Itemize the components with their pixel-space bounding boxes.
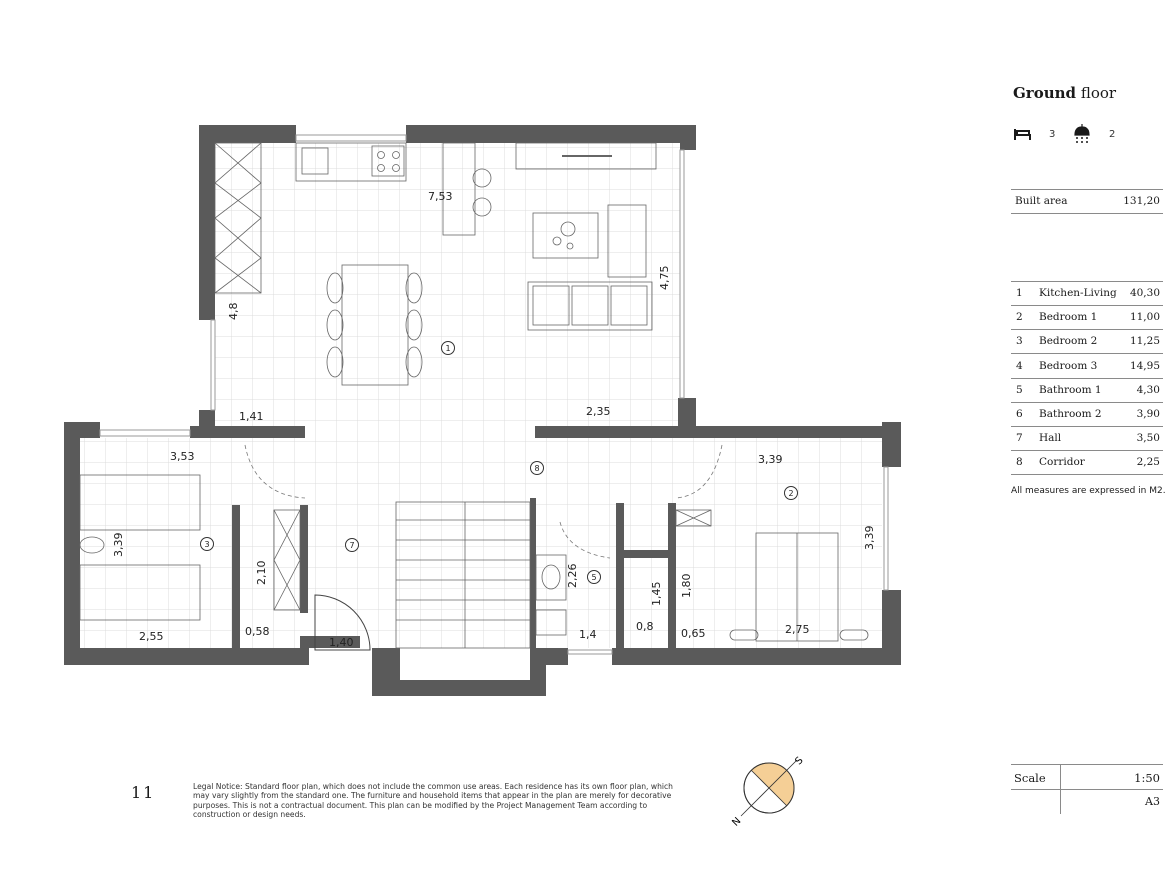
bedroom-count: 3 [1049,129,1056,140]
dim-label: 1,80 [680,573,693,598]
svg-text:2: 2 [788,489,794,498]
room-area: 11,00 [1129,311,1160,324]
room-number: 1 [1016,287,1023,299]
built-area-label: Built area [1015,195,1068,207]
room-marker-3 [201,538,214,551]
dim-label: 4,75 [658,265,671,290]
room-number: 2 [1016,311,1023,324]
room-row [1011,360,1163,378]
room-row [1011,456,1163,474]
dim-label: 3,39 [112,532,125,557]
room-area: 3,50 [1136,432,1160,445]
divider [1011,305,1163,306]
legal-notice: Legal Notice: Standard floor plan, which does not include the common use areas. Each residence has its own floor plan, which may vary slightly from the standard one. The furniture and household items that appear in the plan are merely for decorative purposes. This is not a contractual document. This plan can be modified by the Project Management Team according to construction or design needs. [193,782,673,820]
room-row [1011,432,1163,450]
room-number: 6 [1016,408,1023,420]
room-area: 14,95 [1129,359,1160,372]
room-row [1011,287,1163,305]
dim-label: 0,8 [636,620,654,633]
room-row [1011,335,1163,353]
svg-text:8: 8 [534,464,540,473]
svg-text:7: 7 [349,541,355,550]
room-name: Bedroom 2 [1039,335,1098,348]
room-area: 2,25 [1136,456,1160,469]
floor-title-bold: Ground [1013,84,1077,102]
divider [1011,474,1163,475]
room-name: Hall [1039,432,1062,445]
room-marker-8 [531,462,544,475]
divider [1011,378,1163,379]
dim-label: 4,8 [227,302,240,320]
dim-label: 0,65 [681,627,706,640]
compass-north-label: N [730,815,744,829]
compass-south-label: S [793,755,806,768]
room-number: 5 [1016,383,1023,396]
dim-label: 3,39 [758,453,783,466]
room-area: 40,30 [1129,287,1160,299]
floor-title [1013,84,1116,102]
divider [1011,353,1163,354]
divider [1011,450,1163,451]
room-row [1011,384,1163,402]
divider [1011,213,1163,214]
measure-note: All measures are expressed in M2. [1011,486,1166,496]
dim-label: 2,75 [785,623,810,636]
divider [1011,329,1163,330]
built-area-value: 131,20 [1123,195,1160,207]
divider [1011,789,1163,790]
dim-label: 2,55 [139,630,164,643]
room-marker-2 [785,487,798,500]
room-marker-7 [346,539,359,552]
dim-label: 1,41 [239,410,264,423]
room-area: 4,30 [1136,383,1160,396]
page-number: 11 [131,783,156,802]
room-name: Bedroom 1 [1039,311,1098,324]
paper-size: A3 [1145,795,1160,808]
compass-icon [730,755,805,829]
bathroom-count: 2 [1109,129,1116,140]
dim-label: 0,58 [245,625,270,638]
floor-title-light: floor [1080,84,1117,102]
room-number: 7 [1016,432,1023,445]
room-number: 8 [1016,456,1023,469]
room-name: Bathroom 2 [1039,408,1102,420]
room-name: Bedroom 3 [1039,359,1098,372]
svg-text:5: 5 [591,573,597,582]
room-number: 3 [1016,335,1023,348]
room-row [1011,311,1163,329]
scale-value: 1:50 [1134,771,1160,785]
shower-icon [1073,123,1091,145]
dim-label: 2,10 [255,560,268,585]
divider [1011,426,1163,427]
dim-label: 1,4 [579,628,597,641]
divider [1011,764,1163,765]
dim-label: 1,40 [329,636,354,649]
divider [1011,402,1163,403]
room-name: Kitchen-Living [1039,287,1117,299]
dim-label: 1,45 [650,581,663,606]
dim-label: 3,53 [170,450,195,463]
room-marker-1 [442,342,455,355]
dim-label: 2,35 [586,405,611,418]
bed-icon [1014,127,1032,141]
room-area: 3,90 [1136,408,1160,420]
divider [1011,189,1163,190]
room-marker-5 [588,571,601,584]
svg-text:3: 3 [204,540,210,549]
scale-label: Scale [1014,771,1046,785]
room-area: 11,25 [1129,335,1160,348]
room-number: 4 [1016,359,1023,372]
room-name: Bathroom 1 [1039,383,1102,396]
divider [1011,281,1163,282]
dim-label: 2,26 [566,563,579,588]
dim-label: 7,53 [428,190,453,203]
dim-label: 3,39 [863,525,876,550]
room-row [1011,408,1163,426]
divider [1060,764,1061,814]
svg-text:1: 1 [445,344,451,353]
room-name: Corridor [1039,456,1085,469]
